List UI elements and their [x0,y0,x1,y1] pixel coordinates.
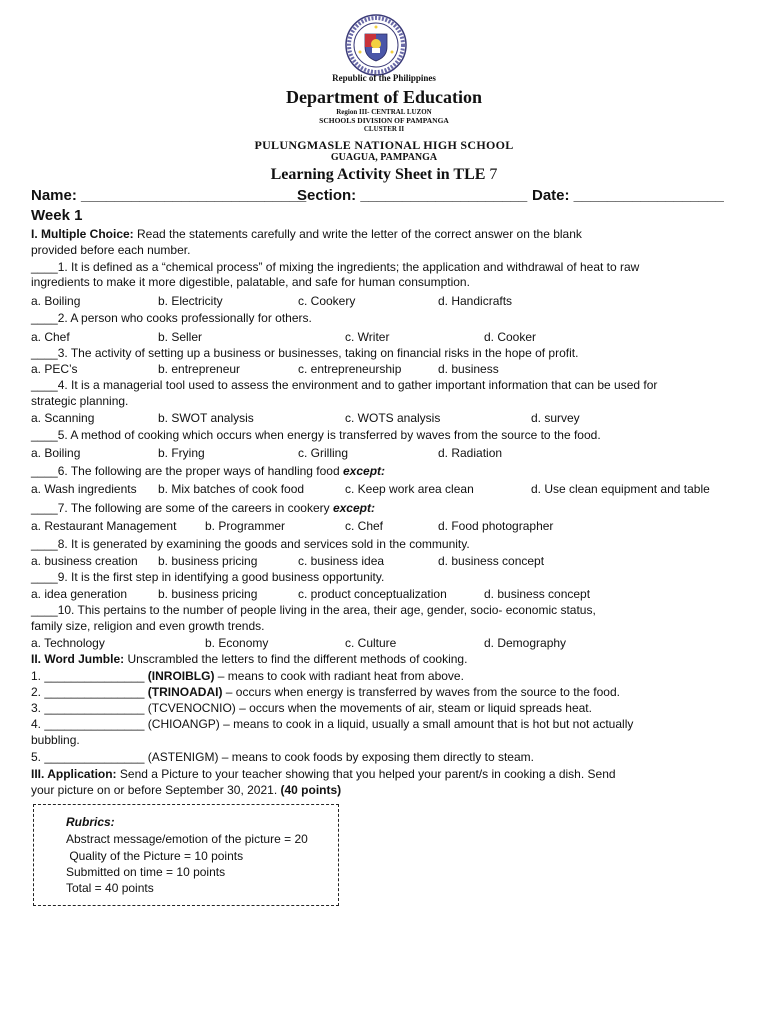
jumble-5-text: – means to cook foods by exposing them directly to steam. [218,750,534,764]
q7-option-c: c. Chef [345,519,384,533]
part3-deadline: your picture on or before September 30, 2021. [31,783,281,797]
q2-option-d: d. Cooker [484,330,537,344]
republic-label: Republic of the Philippines [332,73,436,83]
jumble-1-word: (INROIBLG) [147,669,215,683]
jumble-4-text: – means to cook in a liquid, usually a small amount that is hot but not actually [219,717,634,731]
name-field[interactable]: Name: ___________________________ [31,187,307,204]
q8-option-b: b. business pricing [158,554,258,568]
q2-option-b: b. Seller [158,330,203,344]
rubric-line-3: Submitted on time = 10 points [66,865,226,879]
q4-option-c: c. WOTS analysis [345,411,441,425]
jumble-item-4-cont: bubbling. [31,733,80,747]
question-2: ____2. A person who cooks professionally for others. [31,311,312,325]
q1-option-a: a. Boiling [31,294,81,308]
sheet-title-text: Learning Activity Sheet in TLE [270,166,486,183]
q5-option-c: c. Grilling [298,446,349,460]
jumble-3-word: (TCVENOCNIO) [147,701,236,715]
part1-instructions-2: provided before each number. [31,243,191,257]
q5-option-d: d. Radiation [438,446,503,460]
q9-option-b: b. business pricing [158,587,258,601]
week-label: Week 1 [31,207,83,224]
jumble-4-blank: 4. _______________ [31,717,148,731]
q10-option-d: d. Demography [484,636,567,650]
cluster-label: CLUSTER II [363,125,405,133]
jumble-item-3 [31,701,592,716]
question-4: ____4. It is a managerial tool used to assess the environment and to gather important information that can be used for [31,378,658,392]
department-title: Department of Education [286,87,482,107]
jumble-item-4 [31,717,633,732]
q3-option-d: d. business [438,362,499,376]
jumble-1-text: – means to cook with radiant heat from above. [214,669,464,683]
question-10-cont: family size, religion and even growth trends. [31,619,265,633]
question-7-except: except: [332,501,375,515]
q7-option-d: d. Food photographer [438,519,554,533]
question-6-text: ____6. The following are the proper ways of handling food [31,464,343,478]
q5-option-b: b. Frying [158,446,205,460]
q1-option-d: d. Handicrafts [438,294,513,308]
q2-option-c: c. Writer [345,330,390,344]
q1-option-b: b. Electricity [158,294,223,308]
q8-option-d: d. business concept [438,554,545,568]
part3-instructions-2 [31,783,341,798]
part1-instructions [31,227,582,242]
part1-instructions-text: Read the statements carefully and write the letter of the correct answer on the blank [133,227,582,241]
part2-instructions [31,652,467,667]
part2-label: II. Word Jumble: [31,652,125,666]
q6-option-a: a. Wash ingredients [31,482,137,496]
question-6-except: except: [343,464,386,478]
rubric-line-2: Quality of the Picture = 10 points [66,849,244,863]
q10-option-a: a. Technology [31,636,105,650]
question-5: ____5. A method of cooking which occurs when energy is transferred by waves from the source to the food. [31,428,601,442]
part2-instructions-text: Unscrambled the letters to find the different methods of cooking. [124,652,468,666]
jumble-5-word: (ASTENIGM) [147,750,219,764]
jumble-3-blank: 3. _______________ [31,701,148,715]
jumble-2-word: (TRINOADAI) [147,685,223,699]
jumble-3-text: – occurs when the movements of air, steam or liquid spreads heat. [235,701,592,715]
question-9: ____9. It is the first step in identifying a good business opportunity. [31,570,385,584]
rubrics-title: Rubrics: [66,815,115,829]
question-3: ____3. The activity of setting up a business or businesses, taking on financial risks in the hope of profit. [31,346,579,360]
q8-option-c: c. business idea [298,554,385,568]
region-label: Region III- CENTRAL LUZON [336,108,432,116]
q9-option-d: d. business concept [484,587,591,601]
q4-option-b: b. SWOT analysis [158,411,254,425]
q8-option-a: a. business creation [31,554,138,568]
part3-points: (40 points) [280,783,342,797]
q2-option-a: a. Chef [31,330,70,344]
rubric-line-1: Abstract message/emotion of the picture = 20 [66,832,308,846]
school-name: PULUNGMASLE NATIONAL HIGH SCHOOL [254,138,514,152]
question-4-cont: strategic planning. [31,394,129,408]
q4-option-a: a. Scanning [31,411,95,425]
q1-option-c: c. Cookery [298,294,356,308]
deped-seal-logo [345,14,407,76]
q5-option-a: a. Boiling [31,446,81,460]
question-1-cont: ingredients to make it more digestible, palatable, and safe for human consumption. [31,275,470,289]
part3-label: III. Application: [31,767,117,781]
q3-option-c: c. entrepreneurship [298,362,402,376]
question-7 [31,501,375,516]
jumble-item-2 [31,685,620,700]
jumble-2-blank: 2. _______________ [31,685,148,699]
sheet-grade: 7 [489,166,498,183]
part3-instructions-text: Send a Picture to your teacher showing that you helped your parent/s in cooking a dish. Send [116,767,616,781]
question-8: ____8. It is generated by examining the goods and services sold in the community. [31,537,470,551]
question-1: ____1. It is defined as a “chemical process” of mixing the ingredients; the application and withdrawal of heat to raw [31,260,640,274]
division-label: SCHOOLS DIVISION OF PAMPANGA [319,116,449,125]
rubric-line-4: Total = 40 points [66,881,154,895]
school-town: GUAGUA, PAMPANGA [330,152,438,163]
q7-option-a: a. Restaurant Management [31,519,177,533]
question-10: ____10. This pertains to the number of people living in the area, their age, gender, socio- economic status, [31,603,596,617]
jumble-5-blank: 5. _______________ [31,750,148,764]
q10-option-b: b. Economy [205,636,269,650]
date-field[interactable]: Date: __________________ [532,187,724,204]
q3-option-b: b. entrepreneur [158,362,241,376]
section-field[interactable]: Section: ____________________ [297,187,528,204]
jumble-item-5 [31,750,534,765]
q9-option-c: c. product conceptualization [298,587,447,601]
jumble-2-text: – occurs when energy is transferred by waves from the source to the food. [222,685,620,699]
q4-option-d: d. survey [531,411,580,425]
q6-option-c: c. Keep work area clean [345,482,474,496]
jumble-1-blank: 1. _______________ [31,669,148,683]
jumble-item-1 [31,669,464,684]
question-7-text: ____7. The following are some of the careers in cookery [31,501,333,515]
part1-label: I. Multiple Choice: [31,227,134,241]
sheet-title [0,166,768,184]
q10-option-c: c. Culture [345,636,397,650]
q7-option-b: b. Programmer [205,519,286,533]
q6-option-d: d. Use clean equipment and table [531,482,710,496]
q9-option-a: a. idea generation [31,587,128,601]
jumble-4-word: (CHIOANGP) [147,717,220,731]
part3-instructions [31,767,616,782]
question-6 [31,464,385,479]
q3-option-a: a. PEC’s [31,362,78,376]
q6-option-b: b. Mix batches of cook food [158,482,305,496]
